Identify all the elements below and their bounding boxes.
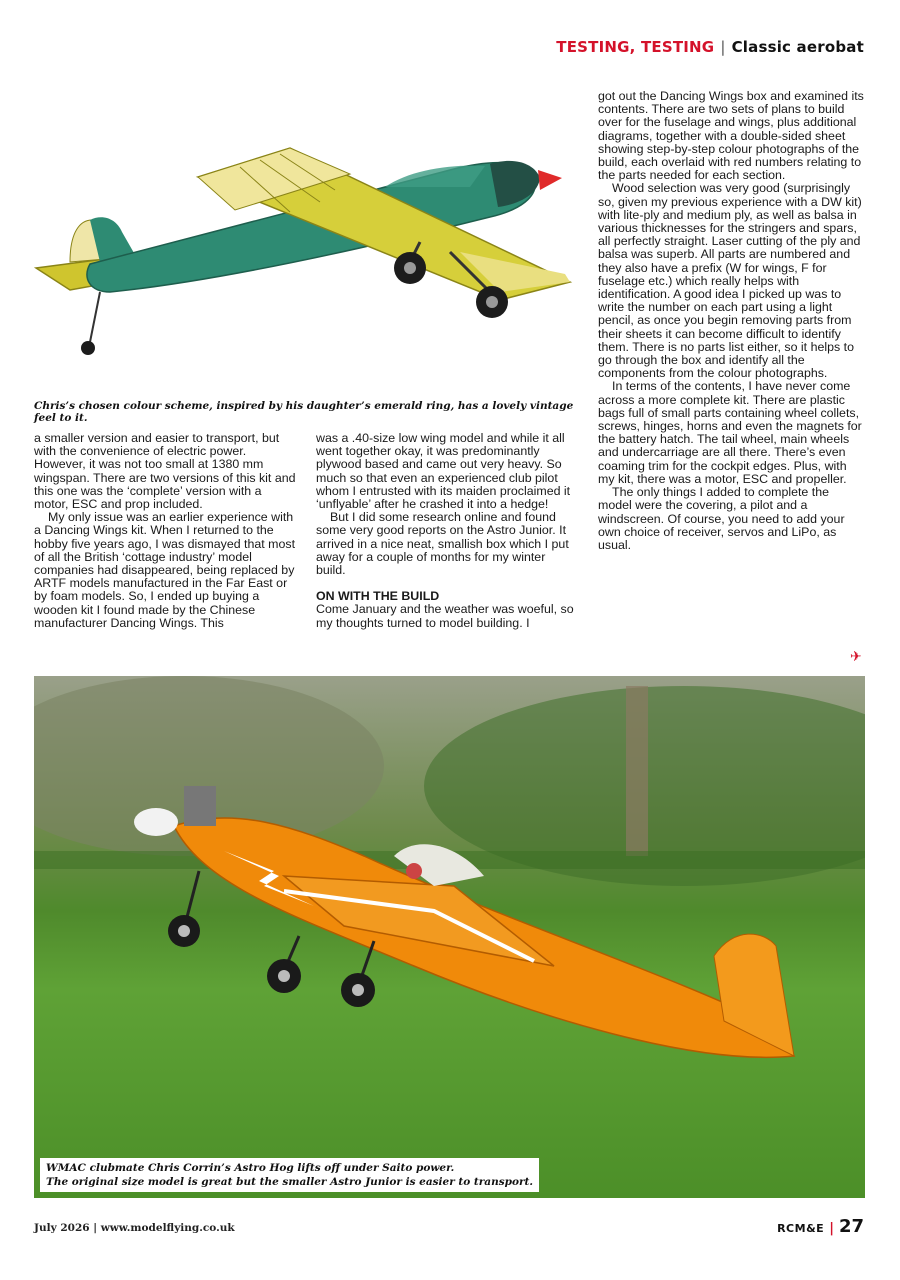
paragraph: Wood selection was very good (surprisingly so, given my previous experience with a DW kit) with lite-ply and medium ply, as well as balsa in various thicknesses for the stringers and spars, all perfectly straight. Laser cutting of the ply and balsa was superb. All parts are numbered and they also have a prefix (W for wings, F for fuselage etc.) which really helps with identification. A good idea I picked up was to write the number on each part using a light pencil, as once you begin removing parts from their sheets it can become difficult to identify them. There is no parts list either, so it helps to go through the box and identify all the components from the colour photographs. — [598, 181, 862, 381]
issue-date: July 2026 — [34, 1222, 90, 1234]
header-separator: | — [720, 38, 726, 56]
running-header — [556, 38, 864, 56]
footer-issue-info — [34, 1222, 235, 1234]
paragraph: In terms of the contents, I have never come across a more complete kit. There are plastic bags full of small parts containing wheel collets, screws, hinges, horns and even the magnets for the battery hatch. The tail wheel, main wheels and undercarriage are all there. There’s even coaming trim for the cockpit edges. Plus, with my kit, there was a motor, ESC and propeller. — [598, 379, 862, 486]
paragraph: Come January and the weather was woeful, so my thoughts turned to model building. I — [316, 602, 574, 630]
paragraph: My only issue was an earlier experience with a Dancing Wings kit. When I returned to the hobby five years ago, I was dismayed that most of all the British ‘cottage industry’ model companies had disappeared, being replaced by ARTF models manufactured in the Far East or by foam models. So, I ended up buying a wooden kit I found made by the Chinese manufacturer Dancing Wings. This — [34, 510, 296, 630]
paragraph: The only things I added to complete the model were the covering, a pilot and a windscreen. Of course, you need to add your own choice of receiver, servos and LiPo, as usual. — [598, 485, 845, 552]
footer-separator: | — [829, 1221, 834, 1236]
paragraph: But I did some research online and found some very good reports on the Astro Junior. It arrived in a nice neat, smallish box which I put away for a couple of months for my winter build. — [316, 510, 569, 578]
photo2-caption-line1: WMAC clubmate Chris Corrin’s Astro Hog lifts off under Saito power. — [46, 1162, 455, 1174]
footer-separator: | — [93, 1222, 98, 1234]
section-label: TESTING, TESTING — [556, 38, 715, 56]
paragraph: was a .40-size low wing model and while it all went together okay, it was predominantly plywood based and came out very heavy. So much so that even an experienced club pilot whom I entrusted with its maiden proclaimed it ‘unflyable’ after he crashed it into a hedge! — [316, 431, 571, 512]
photo2-caption-line2: The original size model is great but the smaller Astro Junior is easier to transport. — [46, 1176, 534, 1188]
footer-page-info — [777, 1216, 864, 1237]
text-column-2 — [316, 432, 578, 630]
subheading: ON WITH THE BUILD — [316, 589, 440, 604]
paragraph: a smaller version and easier to transport, but with the convenience of electric power. However, it was not too small at 1380 mm wingspan. There are two versions of this kit and this one was the ‘complete’ version with a motor, ESC and prop included. — [34, 431, 296, 512]
photo1-caption: Chris’s chosen colour scheme, inspired by his daughter’s emerald ring, has a lovely vintage feel to it. — [34, 400, 574, 424]
text-column-3 — [598, 90, 866, 552]
topic-label: Classic aerobat — [731, 38, 864, 56]
magazine-brand: RCM&E — [777, 1222, 825, 1235]
photo-orange-plane — [34, 676, 865, 1198]
paragraph: got out the Dancing Wings box and examined its contents. There are two sets of plans to build over for the fuselage and wings, plus additional diagrams, together with a double-sided sheet showing step-by-step colour photographs of the build, each overlaid with red numbers relating to the parts needed for each section. — [598, 89, 864, 183]
page-number: 27 — [838, 1216, 864, 1237]
photo2-caption — [40, 1158, 539, 1192]
photo-green-plane — [30, 92, 580, 392]
website-link[interactable]: www.modelflying.co.uk — [100, 1222, 235, 1234]
text-column-1 — [34, 432, 296, 630]
plane-icon: ✈ — [850, 648, 862, 664]
